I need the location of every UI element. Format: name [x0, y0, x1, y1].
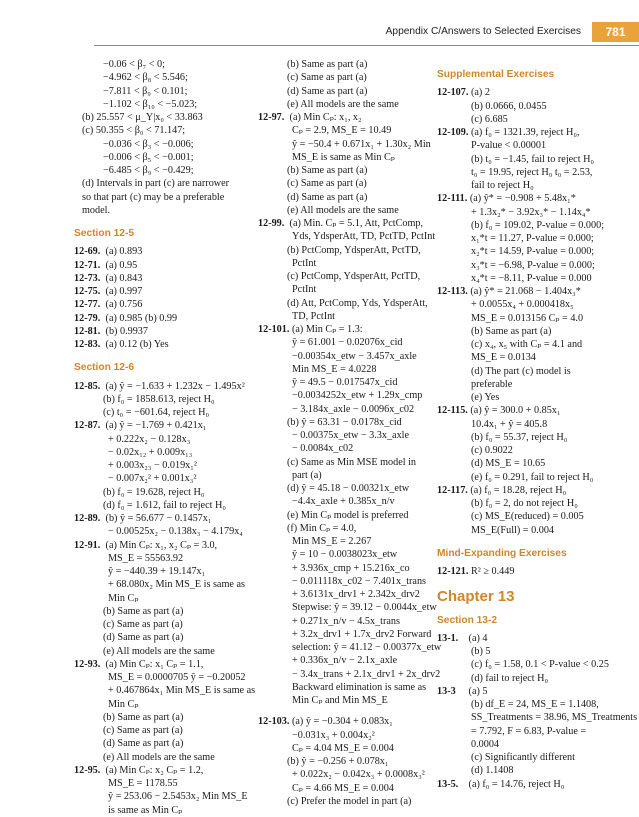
answer-line: SS_Treatments = 38.96, MS_Treatments — [471, 712, 638, 724]
answer-line: (e) Yes — [471, 392, 500, 403]
answer-line: − 3.184x_axle − 0.0096x_c02 — [292, 403, 415, 415]
exercise-number: 12-117. — [437, 484, 468, 496]
answer-text: (a) Min Cₚ: x₂ Cₚ = 1.2, — [103, 764, 204, 776]
answer-line: (e) All models are the same — [103, 751, 215, 763]
answer-line: + 0.336x_n/v − 2.1x_axle — [292, 655, 398, 667]
answer-line: (b) Same as part (a) — [471, 325, 552, 337]
answer-entry — [74, 272, 246, 285]
answer-line: (b) f₀ = 1858.613, reject H₀ — [103, 393, 215, 405]
answer-line: Yds, YdsperAtt, TD, PctTD, PctInt — [292, 231, 436, 243]
answer-line: (c) Same as part (a) — [103, 725, 183, 736]
exercise-number: 12-89. — [74, 513, 101, 524]
exercise-number: 12-107. — [437, 87, 469, 99]
exercise-number: 12-121. — [437, 566, 469, 577]
answers-column-right — [437, 58, 638, 791]
answer-line: − 0.00525x₂ − 0.138x₃ − 4.179x₄ — [108, 526, 243, 538]
answer-line: (d) fail to reject H₀ — [471, 672, 549, 684]
answer-line: − 0.02x₁₂ + 0.009x₁₃ — [108, 446, 193, 458]
answer-line: Cₚ = 4.04 MS_E = 0.004 — [292, 742, 394, 754]
answer-text: (a) Min Cₚ: x₁, x₂ Cₚ = 3.0, — [103, 539, 218, 551]
exercise-number: 12-79. — [74, 312, 101, 324]
answer-line: (b) f₀ = 55.37, reject H₀ — [471, 431, 568, 443]
answer-line: (c) f₀ = 1.58, 0.1 < P-value < 0.25 — [471, 659, 609, 671]
answer-line: (c) PctComp, YdsperAtt, PctTD, — [287, 271, 421, 282]
answer-line: MS_E = 55563.92 — [108, 552, 184, 564]
exercise-number: 12-95. — [74, 764, 101, 776]
exercise-number: 12-71. — [74, 259, 101, 271]
answer-line: (d) Same as part (a) — [287, 85, 368, 97]
answer-line: (d) MS_E = 10.65 — [471, 458, 546, 470]
exercise-number: 12-73. — [74, 272, 101, 284]
answer-text: (a) 4 — [466, 632, 488, 644]
answer-line: (b) Same as part (a) — [103, 711, 184, 723]
answer-line: + 0.022x₂ − 0.042x₃ + 0.0008x₃² — [292, 769, 425, 781]
answer-line: (b) t₀ = −1.45, fail to reject H₀ — [471, 153, 594, 165]
section-heading: Mind-Expanding Exercises — [437, 547, 567, 559]
answer-line: (b) 5 — [471, 646, 491, 657]
answer-line: t₀ = 19.95, reject H₀ t₀ = 2.53, — [471, 166, 593, 178]
answer-entry — [74, 512, 246, 525]
answer-entry — [74, 338, 246, 351]
answer-line: (d) Intervals in part (c) are narrower — [82, 178, 230, 190]
answer-line: + 1.3x₂* − 3.92x₃* − 1.14x₄* — [471, 206, 591, 218]
answer-line: (d) f₀ = 1.612, fail to reject H₀ — [103, 499, 226, 511]
answer-line: 0.0004 — [471, 738, 500, 750]
section-heading: Supplemental Exercises — [437, 69, 555, 80]
answer-text: (b) 0.9937 — [103, 325, 148, 337]
answer-line: (b) Same as part (a) — [103, 605, 184, 617]
answer-entry — [437, 484, 615, 497]
answer-line: −0.036 < β₃ < −0.006; — [103, 138, 194, 150]
answer-line: (e) f₀ = 0.291, fail to reject H₀ — [471, 471, 594, 483]
answer-line: − 0.0084x_c02 — [292, 443, 354, 455]
answer-text: (a) ŷ* = −0.908 + 5.48x₁* — [467, 193, 576, 205]
answer-line: (e) All models are the same — [287, 204, 399, 216]
answer-text: (a) ŷ = 300.0 + 0.85x₁ — [467, 405, 561, 417]
answer-line: (c) x₄, x₅ with Cₚ = 4.1 and — [471, 339, 583, 350]
answer-line: (d) Att, PctComp, Yds, YdsperAtt, — [287, 297, 428, 309]
answer-text: (a) 0.985 (b) 0.99 — [103, 312, 178, 324]
answer-entry — [74, 259, 246, 272]
answer-line: fail to reject H₀ — [471, 180, 534, 191]
answer-line: = 7.792, F = 6.83, P-value = — [471, 725, 587, 737]
answer-line: MS_E(Full) = 0.004 — [471, 524, 555, 536]
answer-line: −0.0034252x_etw + 1.29x_cmp — [292, 390, 423, 402]
page-number-badge: 781 — [592, 22, 639, 42]
answer-line: MS_E is same as Min Cₚ — [292, 151, 395, 163]
answer-line: (c) 0.9022 — [471, 445, 513, 456]
answer-line: (d) The part (c) model is — [471, 365, 571, 377]
answer-line: + 3.6131x_drv1 + 2.342x_drv2 — [292, 589, 420, 600]
answer-text: (a) 0.843 — [103, 272, 143, 284]
answer-entry — [74, 245, 246, 258]
answer-line: (e) All models are the same — [287, 98, 399, 110]
exercise-number: 12-97. — [258, 112, 285, 123]
answer-line: + 0.222x₂ − 0.128x₃ — [108, 433, 191, 445]
answer-entry — [74, 298, 246, 311]
answer-line: (b) f₀ = 109.02, P-value = 0.000; — [471, 219, 605, 231]
answer-line: (d) Same as part (a) — [103, 632, 184, 644]
answer-text: (a) 0.997 — [103, 286, 143, 297]
exercise-number: 12-87. — [74, 420, 101, 432]
answer-text: (a) f₀ = 1321.39, reject H₀, — [468, 127, 580, 138]
answer-line: MS_E = 1178.55 — [108, 778, 178, 789]
answer-entry — [258, 111, 426, 124]
answer-line: (e) All models are the same — [103, 645, 215, 657]
answer-line: −1.102 < β₁₀ < −5.023; — [103, 98, 198, 110]
answer-line: (c) 6.685 — [471, 113, 508, 125]
answer-line: (c) t₀ = −601.64, reject H₀ — [103, 407, 210, 418]
answer-line: + 0.467864x₁ Min MS_E is same as — [108, 685, 256, 697]
answer-entry — [74, 325, 246, 338]
exercise-number: 13-5. — [437, 778, 459, 790]
answer-line: ŷ = −440.39 + 19.147x₁ — [108, 566, 206, 577]
answer-text: (a) 0.12 (b) Yes — [103, 339, 169, 350]
answer-entry — [74, 312, 246, 325]
answer-line: 10.4x₁ + ŷ = 405.8 — [471, 418, 548, 430]
answer-text: R² ≥ 0.449 — [468, 566, 515, 577]
exercise-number: 12-93. — [74, 658, 101, 670]
answer-line: MS_E = 0.0000705 ŷ = −0.20052 — [108, 672, 246, 683]
answer-line: −0.00354x_etw − 3.457x_axle — [292, 350, 417, 362]
answer-entry — [74, 285, 246, 298]
answer-line: (b) ŷ = 63.31 − 0.0178x_cid — [287, 416, 402, 428]
header-rule — [94, 45, 639, 46]
answer-text: (a) ŷ = −1.633 + 1.232x − 1.495x² — [103, 380, 245, 392]
answer-line: + 3.2x_drv1 + 1.7x_drv2 Forward — [292, 628, 432, 640]
answer-line: (b) Same as part (a) — [287, 59, 368, 70]
answer-line: − 0.00375x_etw − 3.3x_axle — [292, 430, 410, 441]
answer-line: so that part (c) may be a preferable — [82, 191, 225, 203]
answer-line: (b) ŷ = −0.256 + 0.078x₁ — [287, 756, 389, 767]
answers-column-left — [74, 58, 256, 817]
answer-entry — [258, 217, 426, 230]
answer-line: (c) Same as Min MSE model in — [287, 456, 417, 468]
answer-line: (c) MS_E(reduced) = 0.005 — [471, 511, 584, 523]
answer-line: Min MS_E = 2.267 — [292, 536, 372, 547]
answer-line: (c) Same as part (a) — [287, 72, 367, 84]
exercise-number: 13-3 — [437, 685, 456, 697]
answer-entry — [74, 380, 246, 393]
answer-line: Min Cₚ and Min MS_E — [292, 695, 388, 706]
answer-line: (b) 25.557 < μ_Y|x₀ < 33.863 — [82, 112, 203, 123]
answer-line: + 68.080x₂ Min MS_E is same as — [108, 579, 245, 591]
answers-column-middle — [258, 58, 442, 808]
exercise-number: 12-99. — [258, 218, 285, 229]
answer-line: −4.4x_axle + 0.385x_n/v — [292, 496, 395, 508]
exercise-number: 12-111. — [437, 193, 468, 205]
answer-line: ŷ = 10 − 0.0038023x_etw — [292, 549, 398, 561]
answer-line: (c) Significantly different — [471, 752, 575, 763]
section-heading: Section 12-5 — [74, 228, 135, 239]
answer-line: (b) 0.0666, 0.0455 — [471, 100, 547, 112]
answer-line: x₄*t = −8.11, P-value = 0.000 — [471, 272, 592, 284]
answer-line: ŷ = 253.06 − 2.5453x₂ Min MS_E — [108, 791, 248, 803]
answer-line: −6.485 < β₉ < −0.429; — [103, 165, 194, 176]
answer-line: Min Cₚ — [108, 592, 139, 604]
exercise-number: 13-1. — [437, 632, 459, 644]
answer-line: x₃*t = −6.98, P-value = 0.000; — [471, 259, 595, 271]
answer-entry — [437, 565, 615, 578]
answer-entry — [74, 658, 246, 671]
answer-text: (a) ŷ = −0.304 + 0.083x₁ — [289, 716, 393, 728]
answer-line: preferable — [471, 378, 513, 390]
answer-entry — [258, 715, 426, 728]
exercise-number: 12-103. — [258, 716, 290, 728]
answer-line: (b) f₀ = 19.628, reject H₀ — [103, 486, 205, 498]
answer-text: (a) f₀ = 18.28, reject H₀ — [467, 484, 567, 496]
answer-text: (a) Min. Cₚ = 5.1, Att, PctComp, — [287, 218, 424, 229]
answer-line: (b) f₀ = 2, do not reject H₀ — [471, 498, 578, 509]
answer-entry — [258, 323, 426, 336]
exercise-number: 12-85. — [74, 380, 101, 392]
answer-line: + 0.271x_n/v − 4.5x_trans — [292, 615, 400, 627]
answer-line: (c) 50.355 < β₀ < 71.147; — [82, 125, 186, 137]
answer-entry — [437, 86, 615, 99]
answer-text: (a) 0.95 — [103, 259, 138, 271]
exercise-number: 12-113. — [437, 286, 468, 297]
answer-text: (a) 0.893 — [103, 246, 143, 258]
answer-line: + 0.0055x₄ + 0.000418x₅ — [471, 299, 574, 311]
exercise-number: 12-91. — [74, 539, 101, 551]
answer-line: − 0.011118x_c02 − 7.401x_trans — [292, 575, 427, 587]
answer-line: (e) Min Cₚ model is preferred — [287, 509, 409, 521]
answer-entry — [74, 764, 246, 777]
answer-entry — [437, 632, 615, 645]
answer-line: + 3.936x_cmp + 15.216x_co — [292, 562, 410, 574]
answer-line: (c) Same as part (a) — [103, 619, 183, 630]
answer-line: (c) Prefer the model in part (a) — [287, 795, 412, 807]
answer-line: Cₚ = 2.9, MS_E = 10.49 — [292, 125, 392, 137]
exercise-number: 12-83. — [74, 339, 101, 350]
answer-line: −0.031x₃ + 0.004x₂² — [292, 729, 375, 741]
answer-line: MS_E = 0.013156 Cₚ = 4.0 — [471, 312, 584, 324]
answer-line: (b) df_E = 24, MS_E = 1.1408, — [471, 699, 599, 710]
answer-line: (d) Same as part (a) — [103, 738, 184, 750]
answer-line: MS_E = 0.0134 — [471, 352, 536, 364]
answer-line: (d) 1.1408 — [471, 765, 514, 777]
exercise-number: 12-81. — [74, 325, 101, 337]
running-head: Appendix C/Answers to Selected Exercises — [385, 26, 581, 37]
answer-text: (a) 0.756 — [103, 299, 143, 311]
answer-line: is same as Min Cₚ — [108, 804, 183, 816]
answer-line: x₁*t = 11.27, P-value = 0.000; — [471, 233, 594, 244]
answer-line: (c) Same as part (a) — [287, 178, 367, 190]
exercise-number: 12-115. — [437, 405, 468, 417]
answer-line: Min MS_E = 4.0228 — [292, 363, 377, 375]
answer-line: (d) Same as part (a) — [287, 191, 368, 203]
answer-line: selection: ŷ = 41.12 − 0.00377x_etw — [292, 642, 442, 653]
answer-line: part (a) — [292, 469, 322, 481]
answer-line: P-value < 0.00001 — [471, 140, 547, 152]
answer-line: Cₚ = 4.66 MS_E = 0.004 — [292, 782, 394, 794]
answer-line: (b) Same as part (a) — [287, 165, 368, 176]
answer-text: (a) Min Cₚ = 1.3: — [289, 324, 363, 335]
answer-text: (a) Min Cₚ: x₁ Cₚ = 1.1, — [103, 658, 204, 670]
answer-text: (a) 2 — [468, 87, 490, 99]
answer-line: Backward elimination is same as — [292, 681, 427, 693]
answer-line: PctInt — [292, 284, 317, 296]
spacer — [258, 707, 426, 715]
answer-line: −7.811 < β₉ < 0.101; — [103, 85, 188, 97]
answer-text: (a) f₀ = 14.76, reject H₀ — [466, 778, 565, 790]
answer-line: (b) PctComp, YdsperAtt, PctTD, — [287, 244, 421, 256]
answer-line: model. — [82, 204, 111, 216]
answer-line: −0.006 < β₅ < −0.001; — [103, 151, 194, 163]
answer-line: x₂*t = 14.59, P-value = 0.000; — [471, 246, 595, 258]
answer-text: (a) ŷ* = 21.068 − 1.404x₃* — [467, 286, 581, 297]
answer-line: −0.06 < β₇ < 0; — [103, 59, 165, 70]
exercise-number: 12-77. — [74, 299, 101, 311]
section-heading: Section 12-6 — [74, 362, 135, 374]
answer-line: − 0.007x₂² + 0.001x₃² — [108, 473, 197, 485]
answer-line: Min Cₚ — [108, 698, 139, 710]
chapter-heading: Chapter 13 — [437, 588, 515, 606]
answer-line: −4.962 < β₈ < 5.546; — [103, 72, 188, 84]
answer-entry — [437, 778, 615, 791]
exercise-number: 12-101. — [258, 324, 290, 335]
answer-text: (a) 5 — [466, 685, 488, 697]
answer-text: (a) Min Cₚ: x₁, x₂ — [287, 112, 362, 123]
answer-line: ŷ = −50.4 + 0.671x₁ + 1.30x₂ Min — [292, 138, 431, 150]
exercise-number: 12-69. — [74, 246, 101, 258]
answer-text: (a) ŷ = −1.769 + 0.421x₁ — [103, 420, 207, 432]
answer-entry — [437, 192, 615, 205]
answer-line: ŷ = 61.001 − 0.02076x_cid — [292, 337, 403, 349]
answer-entry — [437, 685, 615, 698]
answer-entry — [74, 539, 246, 552]
exercise-number: 12-75. — [74, 286, 101, 297]
answer-line: TD, PctInt — [292, 310, 336, 322]
answer-line: Stepwise: ŷ = 39.12 − 0.0044x_etw — [292, 602, 437, 614]
section-heading: Section 13-2 — [437, 614, 498, 626]
exercise-number: 12-109. — [437, 127, 469, 138]
answer-entry — [437, 404, 615, 417]
answer-line: (f) Min Cₚ = 4.0, — [287, 522, 357, 534]
answer-line: + 0.003x₂₃ − 0.019x₁² — [108, 460, 197, 471]
answer-entry — [437, 126, 615, 139]
answer-line: ŷ = 49.5 − 0.017547x_cid — [292, 377, 398, 388]
answer-entry — [74, 419, 246, 432]
answer-text: (b) ŷ = 56.677 − 0.1457x₁ — [103, 513, 212, 524]
answer-line: − 3.4x_trans + 2.1x_drv1 + 2x_drv2 — [292, 668, 441, 680]
answer-entry — [437, 285, 615, 298]
answer-line: (d) ŷ = 45.18 − 0.00321x_etw — [287, 483, 410, 494]
answer-line: PctInt — [292, 257, 317, 269]
